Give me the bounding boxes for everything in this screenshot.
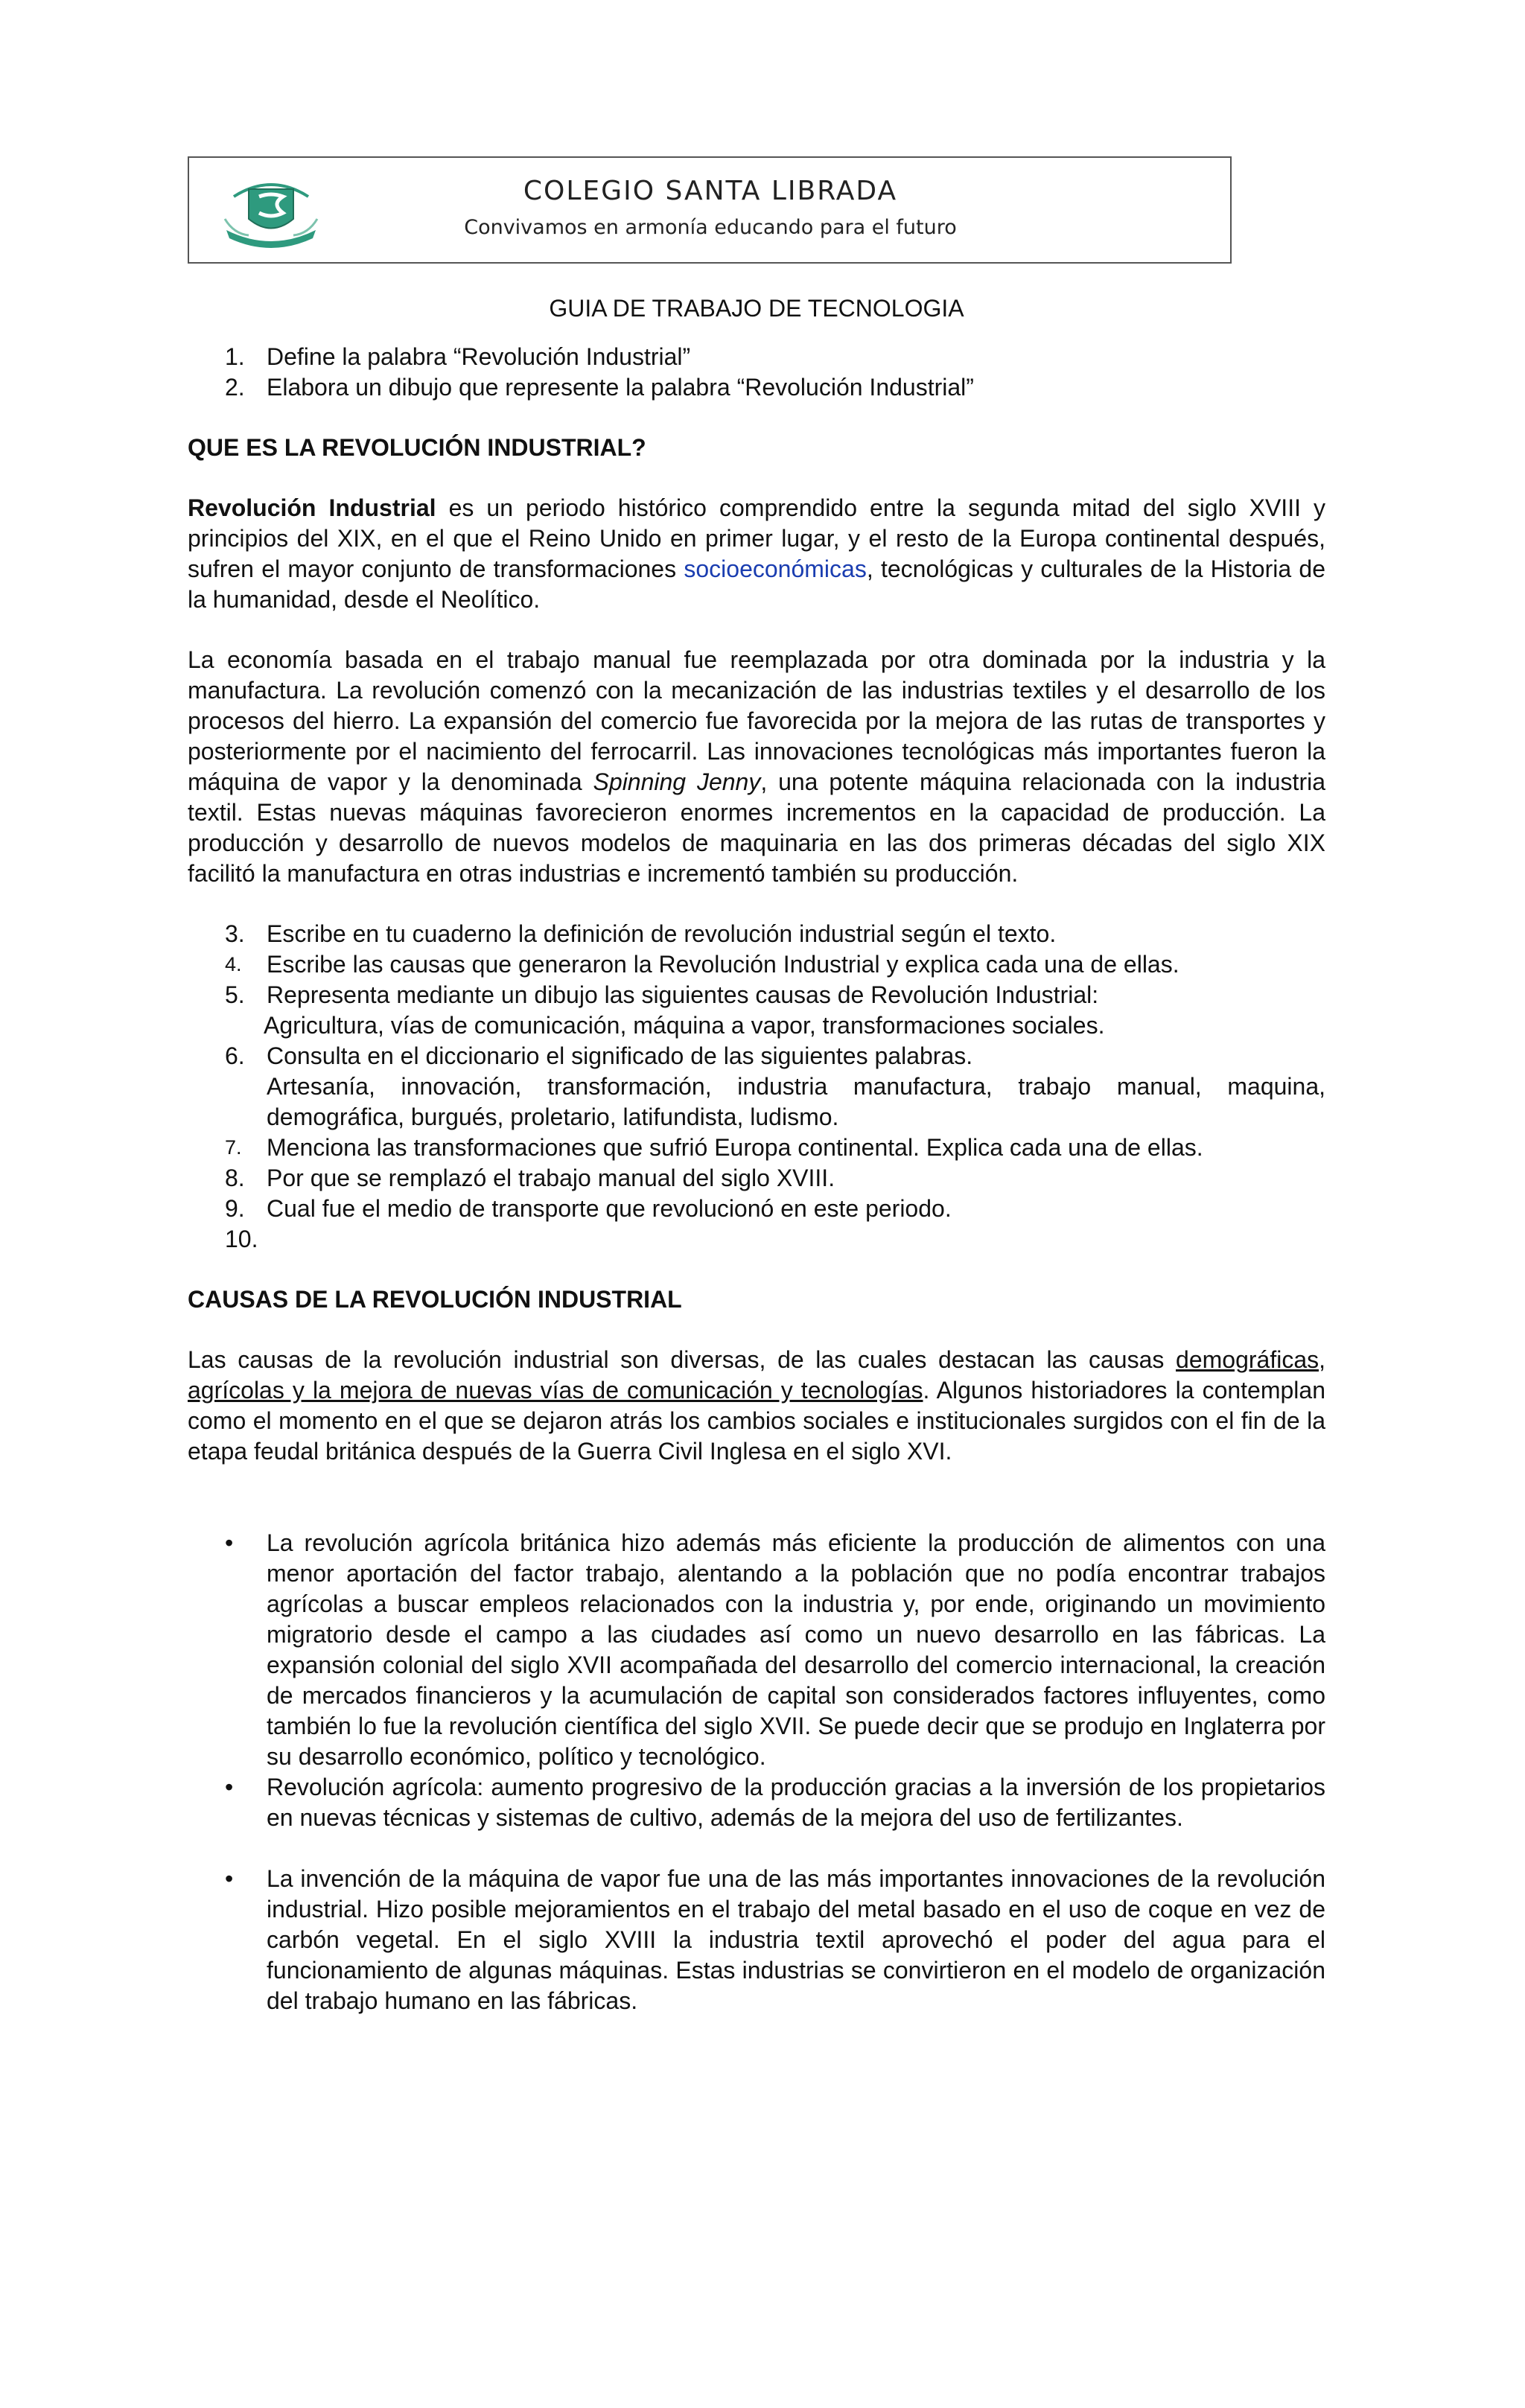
bullet-icon: • [225, 1865, 234, 1892]
item-number: 3. [225, 920, 245, 947]
causes-bullet-list [188, 1528, 1325, 2016]
item-text: Menciona las transformaciones que sufrió Europa continental. Explica cada una de ellas. [267, 1134, 1203, 1161]
page-title: GUIA DE TRABAJO DE TECNOLOGIA [549, 295, 964, 322]
list-item [188, 1041, 1325, 1133]
document-content [188, 293, 1325, 2016]
list-item [188, 980, 1325, 1041]
text-run: Las causas de la revolución industrial son diversas, de las cuales destacan las causas [188, 1346, 1177, 1373]
item-text: Revolución agrícola: aumento progresivo de la producción gracias a la inversión de los propietarios en nuevas técnicas y sistemas de cultivo, además de la mejora del uso de fertilizantes. [267, 1774, 1325, 1831]
item-text: Escribe en tu cuaderno la definición de revolución industrial según el texto. [267, 920, 1057, 947]
paragraph [188, 493, 1325, 615]
school-motto: Convivamos en armonía educando para el futuro [464, 216, 957, 239]
school-name: COLEGIO SANTA LIBRADA [523, 176, 898, 206]
list-item [188, 342, 1325, 372]
item-text: Representa mediante un dibujo las siguientes causas de Revolución Industrial: [267, 981, 1099, 1008]
list-item [188, 949, 1325, 980]
text-run: La economía basada en el trabajo manual fue reemplazada por otra dominada por la industria y la manufactura. La revolución comenzó con la mecanización de las industrias textiles y el desarrollo de los procesos del hierro. La expansión del comercio fue favorecida por la mejora de las rutas de transportes y posteriormente por el nacimiento del ferrocarril. Las innovaciones tecnológicas más importantes fueron la máquina de vapor y la denominada [188, 646, 1325, 795]
item-text: Por que se remplazó el trabajo manual del siglo XVIII. [267, 1165, 835, 1191]
task-list-b [188, 919, 1325, 1255]
item-number: 7. [225, 1136, 242, 1159]
item-text: Agricultura, vías de comunicación, máquina a vapor, transformaciones sociales. [264, 1012, 1105, 1039]
text-run: es un periodo histórico comprendido entre la segunda mitad del siglo XVIII y principios del XIX, en el que el Reino Unido en primer lugar, y el resto de la Europa continental después, sufren el mayor conjunto de transformaciones [188, 494, 1326, 582]
item-text: Cual fue el medio de transporte que revolucionó en este periodo. [267, 1195, 952, 1222]
list-item [188, 919, 1325, 949]
item-number: 5. [225, 981, 245, 1008]
list-item [188, 1224, 1325, 1255]
section-heading: QUE ES LA REVOLUCIÓN INDUSTRIAL? [188, 434, 646, 461]
school-header [188, 156, 1232, 264]
school-crest-icon [219, 167, 323, 256]
item-text: La revolución agrícola británica hizo además más eficiente la producción de alimentos con una menor aportación del factor trabajo, alentando a la población que no podía encontrar trabajos agrícolas a buscar empleos relacionados con la industria y, por ende, originando un movimiento migratorio desde el campo a las ciudades así como un nuevo desarrollo en las fábricas. La expansión colonial del siglo XVII acompañada del desarrollo del comercio internacional, la creación de mercados financieros y la acumulación de capital son considerados factores influyentes, como también lo fue la revolución científica del siglo XVII. Se puede decir que se produjo en Inglaterra por su desarrollo económico, político y tecnológico. [267, 1529, 1325, 1770]
item-number: 2. [225, 374, 245, 401]
list-item [188, 1528, 1325, 1772]
item-number: 6. [225, 1042, 245, 1069]
list-item [188, 1772, 1325, 1833]
item-number: 10. [225, 1226, 258, 1252]
item-number: 9. [225, 1195, 245, 1222]
paragraph [188, 645, 1325, 889]
text-run: , tecnológicas y culturales de la Historia de la humanidad, desde el Neolítico. [188, 555, 1326, 613]
section-heading: CAUSAS DE LA REVOLUCIÓN INDUSTRIAL [188, 1286, 682, 1313]
text-run: . Algunos historiadores la contemplan como el momento en el que se dejaron atrás los cambios sociales e institucionales surgidos con el fin de la etapa feudal británica después de la Guerra Civil Inglesa en el siglo XVI. [188, 1377, 1326, 1465]
link[interactable]: socioeconómicas [684, 555, 867, 582]
paragraph [188, 1345, 1325, 1467]
item-text: Define la palabra “Revolución Industrial” [267, 343, 691, 370]
text-run: , una potente máquina relacionada con la industria textil. Estas nuevas máquinas favorecieron enormes incrementos en la capacidad de producción. La producción y desarrollo de nuevos modelos de maquinaria en las dos primeras décadas del siglo XIX facilitó la manufactura en otras industrias e incrementó también su producción. [188, 768, 1326, 887]
item-number: 1. [225, 343, 245, 370]
item-number: 8. [225, 1165, 245, 1191]
bullet-icon: • [225, 1529, 234, 1556]
list-item [188, 1163, 1325, 1194]
item-text: Elabora un dibujo que represente la palabra “Revolución Industrial” [267, 374, 974, 401]
item-number: 4. [225, 953, 242, 975]
italic-term: Spinning Jenny [593, 768, 761, 795]
item-text: Artesanía, innovación, transformación, industria manufactura, trabajo manual, maquina, demográfica, burgués, proletario, latifundista, ludismo. [267, 1073, 1325, 1130]
underlined-text: demográficas, agrícolas y la mejora de nuevas vías de comunicación y tecnologías [188, 1346, 1325, 1404]
item-text: Escribe las causas que generaron la Revolución Industrial y explica cada una de ellas. [267, 951, 1179, 978]
list-item [188, 1864, 1325, 2016]
list-item [188, 372, 1325, 403]
item-text: La invención de la máquina de vapor fue una de las más importantes innovaciones de la revolución industrial. Hizo posible mejoramientos en el trabajo del metal basado en el uso de coque en vez de carbón vegetal. En el siglo XVIII la industria textil aprovechó el poder del agua para el funcionamiento de algunas máquinas. Estas industrias se convirtieron en el modelo de organización del trabajo humano en las fábricas. [267, 1865, 1325, 2014]
task-list-a [188, 342, 1325, 403]
item-text: Consulta en el diccionario el significado de las siguientes palabras. [267, 1042, 973, 1069]
bold-term: Revolución Industrial [188, 494, 436, 521]
bullet-icon: • [225, 1774, 234, 1800]
list-item [188, 1133, 1325, 1163]
list-item [188, 1194, 1325, 1224]
